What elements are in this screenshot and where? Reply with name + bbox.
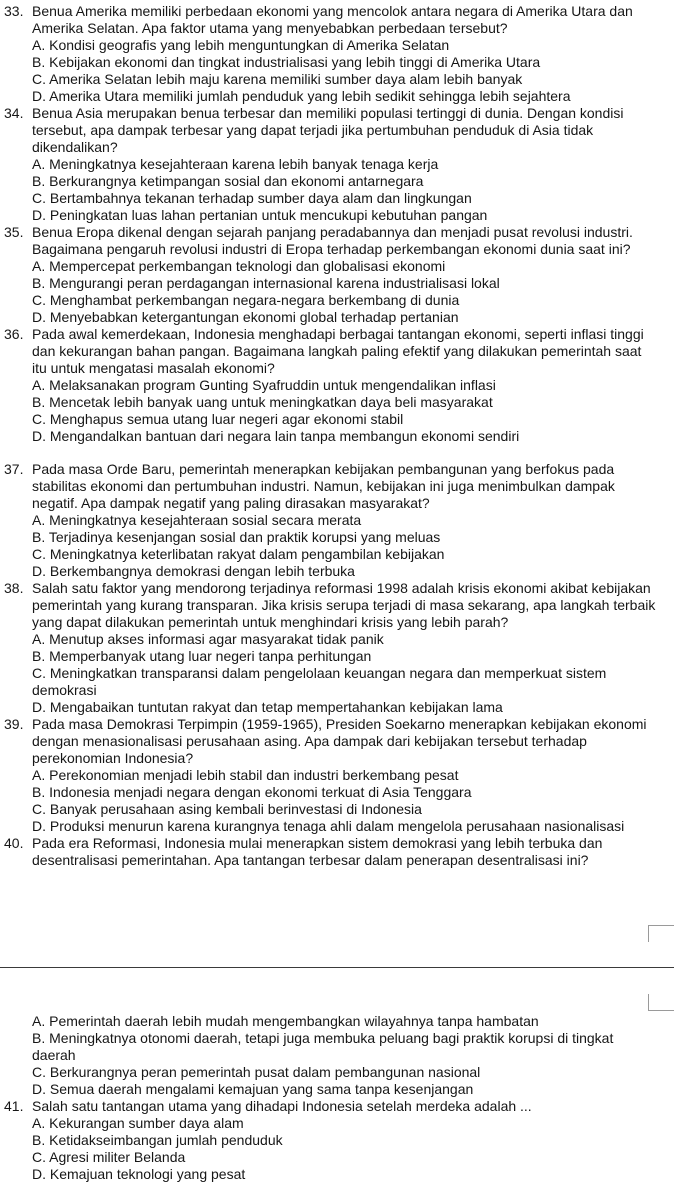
option-b[interactable]: B. Mengurangi peran perdagangan internasional karena industrialisasi lokal <box>32 275 500 291</box>
question-stem: Benua Eropa dikenal dengan sejarah panjang peradabannya dan menjadi pusat revolusi industri. Bagaimana pengaruh revolusi industri di Eropa terhadap perkembangan ekonomi dunia saat ini? <box>32 224 633 257</box>
option-d[interactable]: D. Mengabaikan tuntutan rakyat dan tetap mempertahankan kebijakan lama <box>32 699 503 715</box>
option-c[interactable]: C. Banyak perusahaan asing kembali berinvestasi di Indonesia <box>32 801 422 817</box>
options-38 <box>4 631 660 716</box>
option-a[interactable]: A. Melaksanakan program Gunting Syafruddin untuk mengendalikan inflasi <box>32 377 496 393</box>
option-c[interactable]: C. Menghambat perkembangan negara-negara berkembang di dunia <box>32 292 460 308</box>
option-c[interactable]: C. Agresi militer Belanda <box>32 1149 186 1165</box>
option-b[interactable]: B. Ketidakseimbangan jumlah penduduk <box>32 1132 283 1148</box>
option-c[interactable]: C. Amerika Selatan lebih maju karena memiliki sumber daya alam lebih banyak <box>32 71 523 87</box>
option-b[interactable]: B. Kebijakan ekonomi dan tingkat industrialisasi yang lebih tinggi di Amerika Utara <box>32 54 541 70</box>
option-b[interactable]: B. Berkurangnya ketimpangan sosial dan ekonomi antarnegara <box>32 173 424 189</box>
spacer <box>4 445 660 461</box>
option-d[interactable]: D. Menyebabkan ketergantungan ekonomi global terhadap pertanian <box>32 309 459 325</box>
question-stem: Benua Asia merupakan benua terbesar dan memiliki populasi tertinggi di dunia. Dengan kondisi tersebut, apa dampak terbesar yang dapat terjadi jika pertumbuhan penduduk di Asia tidak dikendalikan? <box>32 105 624 155</box>
question-block-lower <box>4 1013 660 1183</box>
option-d[interactable]: D. Semua daerah mengalami kemajuan yang sama tanpa kesenjangan <box>32 1081 474 1097</box>
option-d[interactable]: D. Berkembangnya demokrasi dengan lebih terbuka <box>32 563 355 579</box>
question-34 <box>4 105 660 156</box>
option-a[interactable]: A. Menutup akses informasi agar masyarakat tidak panik <box>32 631 384 647</box>
option-c[interactable]: C. Meningkatkan transparansi dalam pengelolaan keuangan negara dan memperkuat sistem demokrasi <box>32 665 607 698</box>
option-c[interactable]: C. Menghapus semua utang luar negeri agar ekonomi stabil <box>32 411 404 427</box>
question-36 <box>4 326 660 377</box>
option-d[interactable]: D. Peningkatan luas lahan pertanian untuk mencukupi kebutuhan pangan <box>32 207 488 223</box>
option-b[interactable]: B. Indonesia menjadi negara dengan ekonomi terkuat di Asia Tenggara <box>32 784 472 800</box>
option-a[interactable]: A. Kekurangan sumber daya alam <box>32 1115 244 1131</box>
question-stem: Pada awal kemerdekaan, Indonesia menghadapi berbagai tantangan ekonomi, seperti inflasi tinggi dan kekurangan bahan pangan. Bagaimana langkah paling efektif yang dilakukan pemerintah saat itu untuk mengatasi masalah ekonomi? <box>32 326 644 376</box>
question-39 <box>4 716 660 767</box>
options-40 <box>4 1013 660 1098</box>
question-stem: Salah satu tantangan utama yang dihadapi Indonesia setelah merdeka adalah ... <box>32 1098 532 1114</box>
question-number: 41. <box>4 1098 24 1114</box>
question-number: 37. <box>4 461 24 477</box>
options-33 <box>4 37 660 105</box>
option-c[interactable]: C. Bertambahnya tekanan terhadap sumber daya alam dan lingkungan <box>32 190 472 206</box>
options-37 <box>4 512 660 580</box>
options-35 <box>4 258 660 326</box>
question-number: 34. <box>4 105 24 121</box>
answer-line <box>0 967 674 968</box>
option-b[interactable]: B. Mencetak lebih banyak uang untuk meningkatkan daya beli masyarakat <box>32 394 493 410</box>
option-a[interactable]: A. Pemerintah daerah lebih mudah mengembangkan wilayahnya tanpa hambatan <box>32 1013 539 1029</box>
question-stem: Salah satu faktor yang mendorong terjadinya reformasi 1998 adalah krisis ekonomi akibat kebijakan pemerintah yang kurang transparan. Jika krisis serupa terjadi di masa sekarang, apa langkah terbaik yang dapat dilakukan pemerintah untuk menghindari krisis yang lebih parah? <box>32 580 656 630</box>
question-block-upper <box>4 3 660 869</box>
option-c[interactable]: C. Meningkatnya keterlibatan rakyat dalam pengambilan kebijakan <box>32 546 445 562</box>
option-a[interactable]: A. Kondisi geografis yang lebih menguntungkan di Amerika Selatan <box>32 37 450 53</box>
option-d[interactable]: D. Mengandalkan bantuan dari negara lain tanpa membangun ekonomi sendiri <box>32 428 520 444</box>
question-number: 39. <box>4 716 24 732</box>
question-stem: Pada era Reformasi, Indonesia mulai menerapkan sistem demokrasi yang lebih terbuka dan desentralisasi pemerintahan. Apa tantangan terbesar dalam penerapan desentralisasi ini? <box>32 835 603 868</box>
answer-box-corner-bottom <box>648 994 674 1011</box>
question-number: 40. <box>4 835 24 851</box>
option-a[interactable]: A. Mempercepat perkembangan teknologi dan globalisasi ekonomi <box>32 258 446 274</box>
option-a[interactable]: A. Meningkatnya kesejahteraan sosial secara merata <box>32 512 362 528</box>
question-41 <box>4 1098 660 1115</box>
question-40 <box>4 835 660 869</box>
option-d[interactable]: D. Kemajuan teknologi yang pesat <box>32 1166 246 1182</box>
question-stem: Benua Amerika memiliki perbedaan ekonomi yang mencolok antara negara di Amerika Utara dan Amerika Selatan. Apa faktor utama yang menyebabkan perbedaan tersebut? <box>32 3 633 36</box>
option-d[interactable]: D. Amerika Utara memiliki jumlah penduduk yang lebih sedikit sehingga lebih sejahtera <box>32 88 571 104</box>
option-a[interactable]: A. Perekonomian menjadi lebih stabil dan industri berkembang pesat <box>32 767 459 783</box>
question-number: 35. <box>4 224 24 240</box>
option-d[interactable]: D. Produksi menurun karena kurangnya tenaga ahli dalam mengelola perusahaan nasionalisasi <box>32 818 625 834</box>
options-39 <box>4 767 660 835</box>
option-c[interactable]: C. Berkurangnya peran pemerintah pusat dalam pembangunan nasional <box>32 1064 481 1080</box>
question-number: 36. <box>4 326 24 342</box>
question-stem: Pada masa Orde Baru, pemerintah menerapkan kebijakan pembangunan yang berfokus pada stabilitas ekonomi dan pertumbuhan industri. Namun, kebijakan ini juga menimbulkan dampak negatif. Apa dampak negatif yang paling dirasakan masyarakat? <box>32 461 615 511</box>
question-35 <box>4 224 660 258</box>
question-37 <box>4 461 660 512</box>
question-38 <box>4 580 660 631</box>
answer-box-corner-top <box>648 925 674 942</box>
options-41 <box>4 1115 660 1183</box>
option-a[interactable]: A. Meningkatnya kesejahteraan karena lebih banyak tenaga kerja <box>32 156 439 172</box>
options-36 <box>4 377 660 445</box>
question-number: 38. <box>4 580 24 596</box>
option-b[interactable]: B. Meningkatnya otonomi daerah, tetapi juga membuka peluang bagi praktik korupsi di tingkat daerah <box>32 1030 614 1063</box>
options-34 <box>4 156 660 224</box>
question-number: 33. <box>4 3 24 19</box>
question-33 <box>4 3 660 37</box>
question-stem: Pada masa Demokrasi Terpimpin (1959-1965), Presiden Soekarno menerapkan kebijakan ekonomi dengan menasionalisasi perusahaan asing. Apa dampak dari kebijakan tersebut terhadap perekonomian Indonesia? <box>32 716 647 766</box>
option-b[interactable]: B. Terjadinya kesenjangan sosial dan praktik korupsi yang meluas <box>32 529 441 545</box>
option-b[interactable]: B. Memperbanyak utang luar negeri tanpa perhitungan <box>32 648 372 664</box>
